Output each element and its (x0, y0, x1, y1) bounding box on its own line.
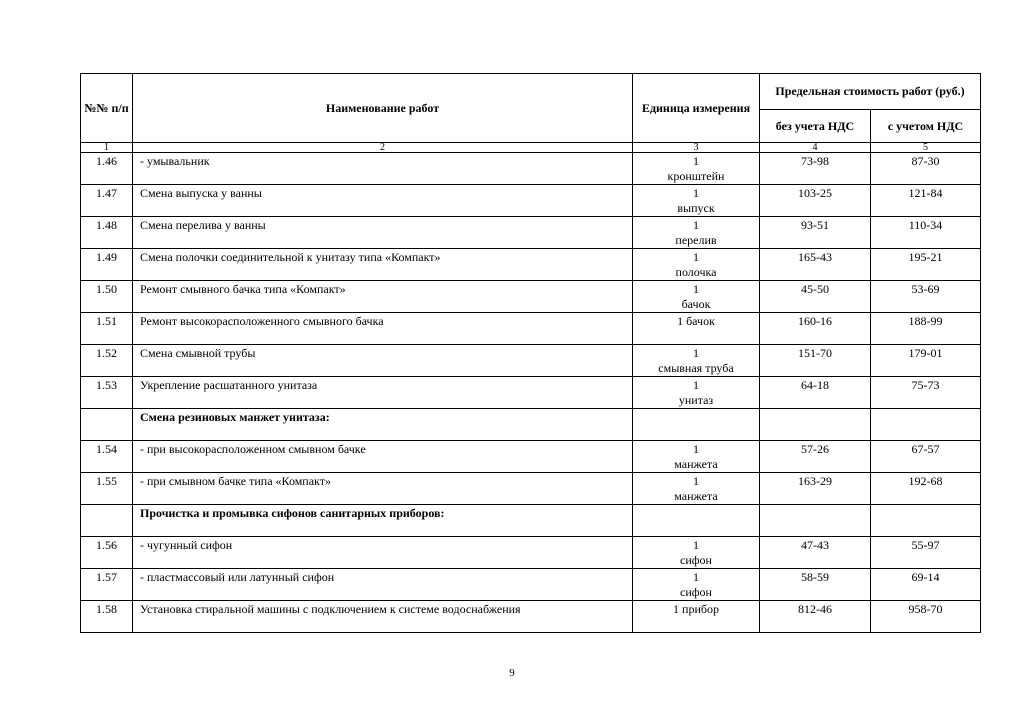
price-with-vat (871, 505, 981, 537)
price-table (80, 73, 981, 633)
row-number: 1.53 (81, 377, 133, 409)
table-section-row (81, 505, 981, 537)
table-row (81, 441, 981, 473)
unit-quantity: 1 (693, 250, 699, 264)
price-with-vat (871, 409, 981, 441)
unit-quantity: 1 (693, 186, 699, 200)
unit-name: манжета (674, 457, 718, 471)
row-number: 1.57 (81, 569, 133, 601)
price-no-vat: 45-50 (760, 281, 871, 313)
unit-name: кронштейн (667, 169, 725, 183)
table-row (81, 345, 981, 377)
price-with-vat: 75-73 (871, 377, 981, 409)
row-number: 1.48 (81, 217, 133, 249)
unit-quantity: 1 (693, 346, 699, 360)
work-name: Смена перелива у ванны (133, 217, 633, 249)
price-no-vat: 47-43 (760, 537, 871, 569)
price-with-vat: 87-30 (871, 153, 981, 185)
row-number: 1.58 (81, 601, 133, 633)
row-number: 1.49 (81, 249, 133, 281)
unit-name: перелив (675, 233, 717, 247)
table-row (81, 569, 981, 601)
row-number: 1.55 (81, 473, 133, 505)
row-number (81, 505, 133, 537)
section-title: Прочистка и промывка сифонов санитарных приборов: (133, 505, 633, 537)
column-number: 3 (633, 143, 760, 153)
unit-cell (633, 569, 760, 601)
unit-name (633, 521, 759, 536)
work-name: - при высокорасположенном смывном бачке (133, 441, 633, 473)
price-no-vat (760, 505, 871, 537)
work-name: Ремонт смывного бачка типа «Компакт» (133, 281, 633, 313)
price-with-vat: 53-69 (871, 281, 981, 313)
work-name: Укрепление расшатанного унитаза (133, 377, 633, 409)
unit-name (633, 617, 759, 632)
price-with-vat: 192-68 (871, 473, 981, 505)
unit-name (633, 425, 759, 440)
price-no-vat: 64-18 (760, 377, 871, 409)
work-name: - чугунный сифон (133, 537, 633, 569)
unit-name: полочка (675, 265, 717, 279)
unit-cell (633, 537, 760, 569)
unit-cell (633, 313, 760, 345)
unit-cell (633, 409, 760, 441)
price-with-vat: 110-34 (871, 217, 981, 249)
table-row (81, 377, 981, 409)
header-num: №№ п/п (81, 74, 133, 143)
unit-quantity: 1 (693, 378, 699, 392)
price-with-vat: 195-21 (871, 249, 981, 281)
price-no-vat: 93-51 (760, 217, 871, 249)
unit-quantity: 1 (693, 154, 699, 168)
price-no-vat (760, 409, 871, 441)
unit-quantity: 1 (693, 282, 699, 296)
table-row (81, 537, 981, 569)
row-number: 1.46 (81, 153, 133, 185)
work-name: Установка стиральной машины с подключением к системе водоснабжения (133, 601, 633, 633)
unit-name (633, 329, 759, 344)
row-number: 1.47 (81, 185, 133, 217)
unit-quantity (633, 506, 759, 521)
unit-cell (633, 153, 760, 185)
row-number: 1.56 (81, 537, 133, 569)
unit-name: сифон (680, 585, 712, 599)
work-name: Смена выпуска у ванны (133, 185, 633, 217)
table-row (81, 153, 981, 185)
table-row (81, 313, 981, 345)
price-with-vat: 55-97 (871, 537, 981, 569)
unit-cell (633, 249, 760, 281)
work-name: Смена полочки соединительной к унитазу типа «Компакт» (133, 249, 633, 281)
price-with-vat: 188-99 (871, 313, 981, 345)
row-number: 1.54 (81, 441, 133, 473)
unit-quantity: 1 (693, 538, 699, 552)
row-number: 1.50 (81, 281, 133, 313)
price-no-vat: 151-70 (760, 345, 871, 377)
price-with-vat: 958-70 (871, 601, 981, 633)
unit-cell (633, 377, 760, 409)
row-number (81, 409, 133, 441)
column-number: 5 (871, 143, 981, 153)
unit-quantity: 1 (693, 442, 699, 456)
price-no-vat: 165-43 (760, 249, 871, 281)
column-number: 4 (760, 143, 871, 153)
unit-quantity: 1 (693, 474, 699, 488)
work-name: - пластмассовый или латунный сифон (133, 569, 633, 601)
row-number: 1.51 (81, 313, 133, 345)
table-row (81, 281, 981, 313)
unit-name: бачок (681, 297, 711, 311)
unit-cell (633, 185, 760, 217)
row-number: 1.52 (81, 345, 133, 377)
unit-cell (633, 281, 760, 313)
price-no-vat: 57-26 (760, 441, 871, 473)
work-name: Ремонт высокорасположенного смывного бачка (133, 313, 633, 345)
header-cost: Предельная стоимость работ (руб.) (760, 74, 981, 110)
price-no-vat: 160-16 (760, 313, 871, 345)
price-with-vat: 121-84 (871, 185, 981, 217)
price-with-vat: 179-01 (871, 345, 981, 377)
price-no-vat: 73-98 (760, 153, 871, 185)
table-row (81, 217, 981, 249)
table-row (81, 185, 981, 217)
unit-quantity (633, 410, 759, 425)
column-number: 1 (81, 143, 133, 153)
unit-name: смывная труба (658, 361, 734, 375)
section-title: Смена резиновых манжет унитаза: (133, 409, 633, 441)
column-number: 2 (133, 143, 633, 153)
header-name: Наименование работ (133, 74, 633, 143)
unit-quantity: 1 (693, 218, 699, 232)
unit-cell (633, 601, 760, 633)
table-section-row (81, 409, 981, 441)
price-with-vat: 67-57 (871, 441, 981, 473)
work-name: - при смывном бачке типа «Компакт» (133, 473, 633, 505)
unit-quantity: 1 бачок (677, 314, 715, 328)
price-no-vat: 812-46 (760, 601, 871, 633)
work-name: - умывальник (133, 153, 633, 185)
table-row (81, 601, 981, 633)
unit-name: манжета (674, 489, 718, 503)
column-numbers-row (81, 143, 981, 153)
header-no-vat: без учета НДС (760, 110, 871, 143)
price-no-vat: 103-25 (760, 185, 871, 217)
unit-name: выпуск (677, 201, 715, 215)
header-unit: Единица измерения (633, 74, 760, 143)
unit-cell (633, 441, 760, 473)
price-no-vat: 58-59 (760, 569, 871, 601)
price-no-vat: 163-29 (760, 473, 871, 505)
header-with-vat: с учетом НДС (871, 110, 981, 143)
unit-cell (633, 345, 760, 377)
unit-name: сифон (680, 553, 712, 567)
unit-quantity: 1 (693, 570, 699, 584)
work-name: Смена смывной трубы (133, 345, 633, 377)
unit-cell (633, 473, 760, 505)
unit-name: унитаз (678, 393, 714, 407)
table-row (81, 249, 981, 281)
price-with-vat: 69-14 (871, 569, 981, 601)
page-number: 9 (509, 667, 515, 679)
unit-cell (633, 505, 760, 537)
unit-quantity: 1 прибор (673, 602, 719, 616)
table-row (81, 473, 981, 505)
unit-cell (633, 217, 760, 249)
